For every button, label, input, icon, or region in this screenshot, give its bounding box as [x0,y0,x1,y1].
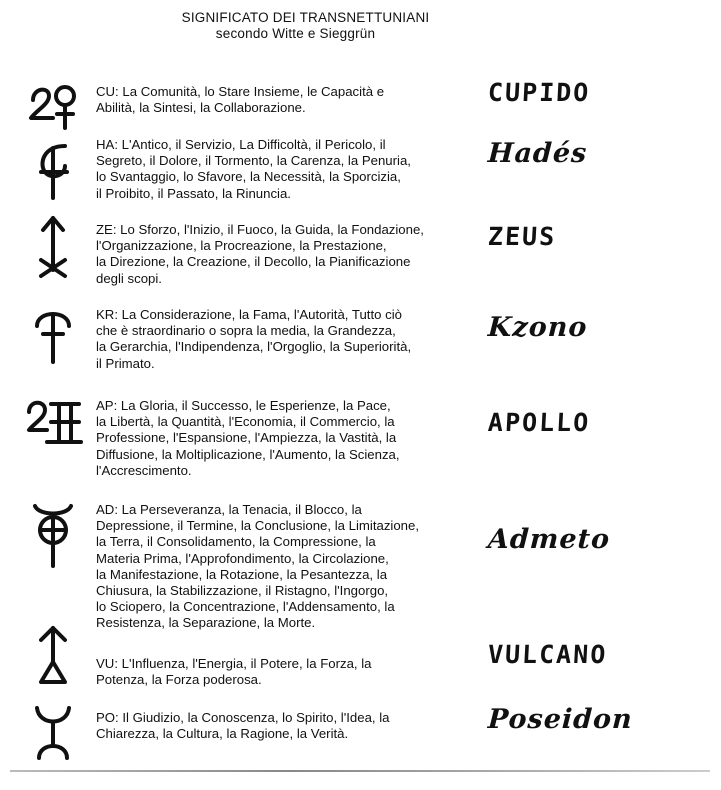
kronos-symbol-icon [25,304,85,374]
kronos-description: KR: La Considerazione, la Fama, l'Autorità, Tutto ciò che è straordinario o sopra la media, la Grandezza, la Gerarchia, l'Indipendenza, l'Orgoglio, la Superiorità, il Primato. [96,307,412,371]
page-title: SIGNIFICATO DEI TRANSNETTUNIANI [181,10,430,25]
cupido-handwritten-name: CUPIDO [487,78,592,107]
vulkanus-symbol-icon [25,624,85,694]
page-subtitle: secondo Witte e Sieggrün [215,26,376,41]
hades-handwritten-name: Hadés [487,138,589,169]
zeus-handwritten-name: ZEUS [487,222,557,251]
poseidon-symbol-icon [25,702,85,772]
admetos-symbol-icon [25,502,85,572]
hades-description: HA: L'Antico, il Servizio, La Difficoltà, il Pericolo, il Segreto, il Dolore, il Tormento, la Carenza, la Penuria, lo Svantaggio, lo Sfavore, la Necessità, la Sporcizia, il Proibito, il Passato, la Rinuncia. [96,137,411,201]
vulkanus-description: VU: L'Influenza, l'Energia, il Potere, la Forza, la Potenza, la Forza poderosa. [96,656,372,688]
poseidon-description: PO: Il Giudizio, la Conoscenza, lo Spirito, l'Idea, la Chiarezza, la Cultura, la Ragione, la Verità. [96,710,390,742]
apollon-description: AP: La Gloria, il Successo, le Esperienze, la Pace, la Libertà, la Quantità, l'Economia, il Commercio, la Professione, l'Espansione, l'Ampiezza, la Vastità, la Diffusione, la Moltiplicazione, l'Aumento, la Scienza, l'Accrescimento. [96,398,400,478]
page-bottom-edge [10,770,710,772]
poseidon-handwritten-name: Poseidon [487,704,634,735]
kronos-handwritten-name: Kzono [487,312,589,343]
hades-symbol-icon [25,140,85,210]
apollon-handwritten-name: APOLLO [487,408,592,437]
admetos-description: AD: La Perseveranza, la Tenacia, il Blocco, la Depressione, il Termine, la Conclusione, la Limitazione, la Terra, il Consolidamento, la Compressione, la Materia Prima, l'Approfondimento, la Circolazione, la Manifestazione, la Rotazione, la Pesantezza, la Chiusura, la Stabilizzazione, il Ristagno, l'Ingorgo, lo Sciopero, la Concentrazione, l'Addensamento, la Resistenza, la Separazione, la Morte. [96,502,420,631]
admetos-handwritten-name: Admeto [487,524,611,555]
zeus-description: ZE: Lo Sforzo, l'Inizio, il Fuoco, la Guida, la Fondazione, l'Organizzazione, la Procreazione, la Prestazione, la Direzione, la Creazione, il Decollo, la Pianificazione degli scopi. [96,222,424,286]
zeus-symbol-icon [25,214,85,284]
cupido-symbol-icon [25,78,85,148]
apollon-symbol-icon [25,396,85,466]
cupido-description: CU: La Comunità, lo Stare Insieme, le Capacità e Abilità, la Sintesi, la Collaborazione. [96,84,385,116]
vulkanus-handwritten-name: VULCANO [487,640,609,669]
